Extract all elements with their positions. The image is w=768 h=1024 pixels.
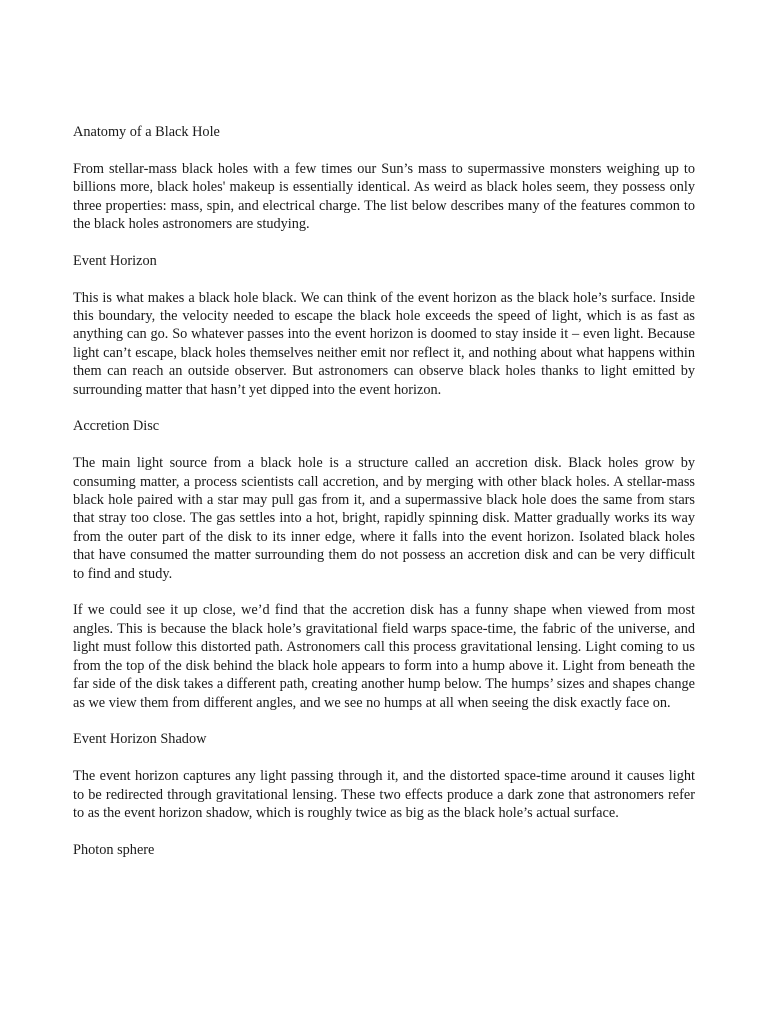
- section-heading-accretion-disc: Accretion Disc: [73, 418, 160, 435]
- accretion-disc-paragraph-1: The main light source from a black hole is a structure called an accretion disk. Black holes grow by consuming matter, a process scientists call accretion, and by merging with other black holes. A stellar-mass black hole paired with a star may pull gas from it, and a supermassive black hole does the same from stars that stray too close. The gas settles into a hot, bright, rapidly spinning disk. Matter gradually works its way from the outer part of the disk to its inner edge, where it falls into the event horizon. Isolated black holes that have consumed the matter surrounding them do not possess an accretion disk and can be very difficult to find and study.: [73, 455, 695, 582]
- document-page: [73, 123, 695, 878]
- event-horizon-paragraph: This is what makes a black hole black. We can think of the event horizon as the black hole’s surface. Inside this boundary, the velocity needed to escape the black hole exceeds the speed of light, which is as fast as anything can go. So whatever passes into the event horizon is doomed to stay inside it – even light. Because light can’t escape, black holes themselves neither emit nor reflect it, and nothing about what happens within them can reach an outside observer. But astronomers can observe black holes thanks to light emitted by surrounding matter that hasn’t yet dipped into the event horizon.: [73, 289, 695, 398]
- section-heading-photon-sphere: Photon sphere: [73, 841, 155, 858]
- intro-paragraph: From stellar-mass black holes with a few times our Sun’s mass to supermassive monsters weighing up to billions more, black holes' makeup is essentially identical. As weird as black holes seem, they possess only three properties: mass, spin, and electrical charge. The list below describes many of the features common to the black holes astronomers are studying.: [73, 160, 695, 233]
- accretion-disc-paragraph-2: If we could see it up close, we’d find that the accretion disk has a funny shape when viewed from most angles. This is because the black hole’s gravitational field warps space-time, the fabric of the universe, and light must follow this distorted path. Astronomers call this process gravitational lensing. Light coming to us from the top of the disk behind the black hole appears to form into a hump above it. Light from beneath the far side of the disk takes a different path, creating another hump below. The humps’ sizes and shapes change as we view them from different angles, and we see no humps at all when seeing the disk exactly face on.: [73, 602, 695, 711]
- event-horizon-shadow-paragraph: The event horizon captures any light passing through it, and the distorted space-time around it causes light to be redirected through gravitational lensing. These two effects produce a dark zone that astronomers refer to as the event horizon shadow, which is roughly twice as big as the black hole’s actual surface.: [73, 768, 695, 821]
- document-title: Anatomy of a Black Hole: [73, 124, 220, 140]
- section-heading-event-horizon-shadow: Event Horizon Shadow: [73, 731, 207, 748]
- section-heading-event-horizon: Event Horizon: [73, 252, 157, 269]
